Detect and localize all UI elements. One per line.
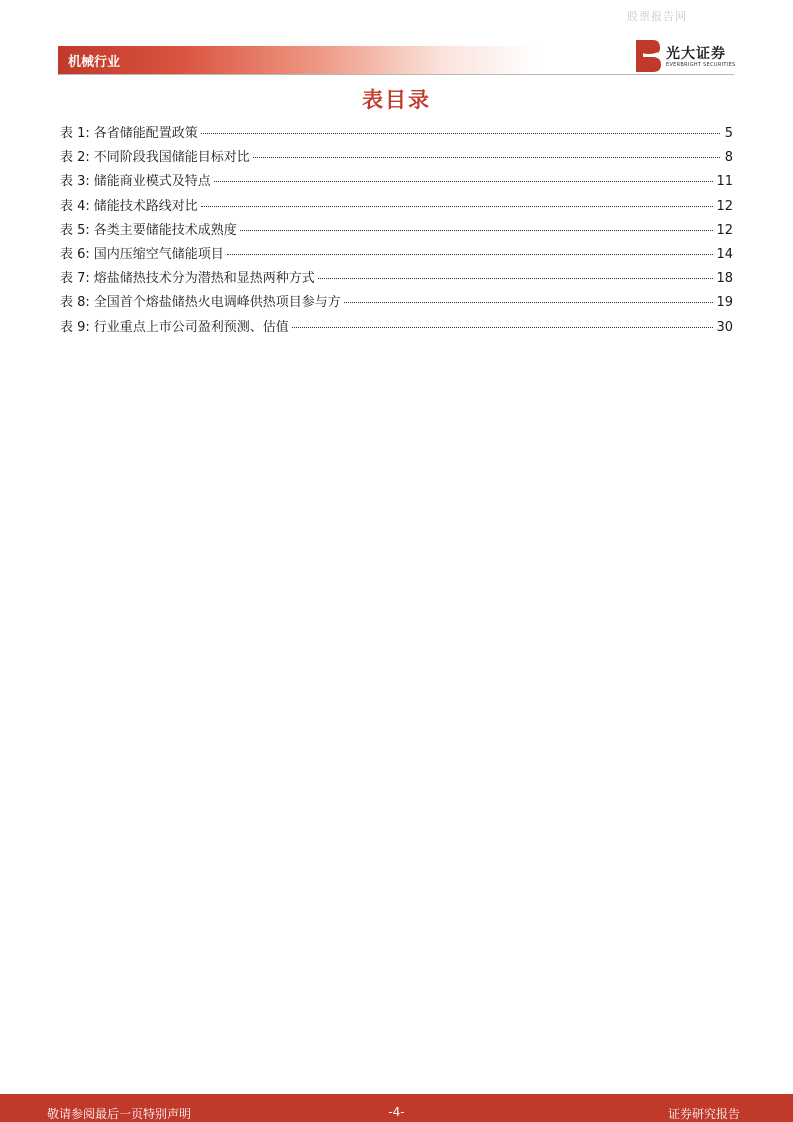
toc-entry-page: 5 [724, 126, 733, 141]
toc-entry-label: 表 3: [60, 174, 90, 190]
logo-name: 光大证券 [666, 46, 726, 62]
page-number: -4- [388, 1105, 405, 1119]
toc-entry-page: 12 [716, 198, 733, 214]
toc-entry[interactable] [60, 122, 733, 146]
toc-entry-page: 18 [716, 271, 733, 287]
toc-entry[interactable] [60, 170, 733, 194]
toc-entry-page: 14 [716, 246, 733, 262]
toc-entry-page: 8 [724, 150, 733, 166]
toc-entry-text: 不同阶段我国储能目标对比 [93, 150, 250, 166]
toc-leader [292, 327, 714, 328]
toc-leader [201, 133, 720, 134]
watermark: 股票报告网 [627, 10, 687, 23]
footer-report-type: 证券研究报告 [667, 1107, 740, 1121]
toc-entry[interactable] [60, 267, 733, 291]
toc-entry-label: 表 4: [60, 198, 90, 214]
toc-leader [253, 157, 720, 158]
toc-entry-text: 行业重点上市公司盈利预测、估值 [93, 319, 289, 335]
toc-entry-text: 储能技术路线对比 [93, 198, 198, 214]
industry-label: 机械行业 [68, 55, 121, 70]
toc-entry[interactable] [60, 316, 733, 340]
toc-entry-page: 30 [716, 319, 733, 335]
toc-leader [344, 302, 714, 303]
toc-leader [201, 206, 714, 207]
toc-leader [318, 278, 714, 279]
toc-leader [214, 181, 714, 182]
toc-entry-page: 11 [716, 174, 733, 190]
toc-entry[interactable] [60, 291, 733, 315]
toc-entry[interactable] [60, 146, 733, 170]
toc-entry-label: 表 9: [60, 319, 90, 335]
toc-entry-label: 表 1: [60, 126, 90, 141]
page-footer [0, 1094, 793, 1122]
footer-disclaimer: 敬请参阅最后一页特别声明 [47, 1107, 192, 1121]
toc-entry[interactable] [60, 219, 733, 243]
toc-entry-label: 表 7: [60, 271, 90, 287]
toc-entry-text: 国内压缩空气储能项目 [93, 246, 224, 262]
toc-entry-label: 表 8: [60, 295, 90, 311]
page-title: 表目录 [362, 88, 431, 112]
toc-entry-page: 19 [716, 295, 733, 311]
logo-mark-icon [636, 40, 662, 72]
table-of-tables [60, 122, 733, 340]
toc-entry[interactable] [60, 243, 733, 267]
toc-entry-text: 各类主要储能技术成熟度 [93, 222, 237, 238]
toc-entry-text: 各省储能配置政策 [93, 126, 198, 141]
header-divider [58, 74, 734, 75]
logo-subtitle: EVERBRIGHT SECURITIES [666, 62, 736, 68]
toc-entry-label: 表 6: [60, 246, 90, 262]
toc-entry-label: 表 2: [60, 150, 90, 166]
header-band [58, 46, 538, 74]
toc-entry-page: 12 [716, 222, 733, 238]
company-logo [636, 40, 736, 74]
toc-leader [240, 230, 714, 231]
toc-leader [227, 254, 714, 255]
toc-entry-text: 全国首个熔盐储热火电调峰供热项目参与方 [93, 295, 341, 311]
toc-entry-label: 表 5: [60, 222, 90, 238]
toc-entry[interactable] [60, 195, 733, 219]
toc-entry-text: 储能商业模式及特点 [93, 174, 211, 190]
toc-entry-text: 熔盐储热技术分为潜热和显热两种方式 [93, 271, 315, 287]
